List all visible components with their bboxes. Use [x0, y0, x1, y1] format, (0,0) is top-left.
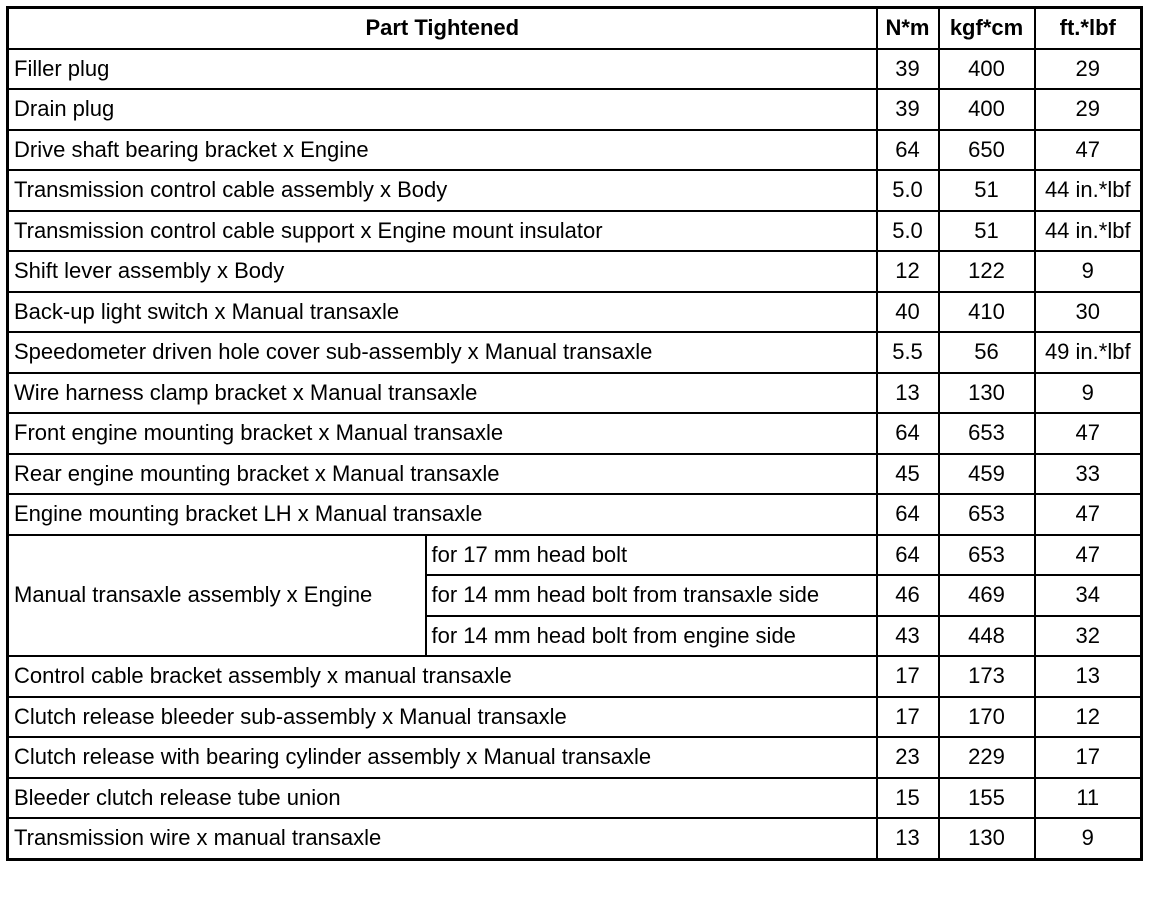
ftlbf-cell: 47	[1035, 494, 1142, 535]
part-cell: Engine mounting bracket LH x Manual transaxle	[8, 494, 877, 535]
table-row	[8, 251, 1142, 292]
table-row	[8, 697, 1142, 738]
ftlbf-cell: 12	[1035, 697, 1142, 738]
header-part-tightened: Part Tightened	[8, 8, 877, 49]
part-cell: Clutch release bleeder sub-assembly x Manual transaxle	[8, 697, 877, 738]
kgfcm-cell: 229	[939, 737, 1035, 778]
table-row	[8, 89, 1142, 130]
ftlbf-cell: 47	[1035, 130, 1142, 171]
ftlbf-cell: 9	[1035, 818, 1142, 859]
kgfcm-cell: 469	[939, 575, 1035, 616]
nm-cell: 5.0	[877, 170, 939, 211]
table-row	[8, 332, 1142, 373]
part-cell: Transmission control cable assembly x Body	[8, 170, 877, 211]
ftlbf-cell: 47	[1035, 535, 1142, 576]
ftlbf-cell: 30	[1035, 292, 1142, 333]
ftlbf-cell: 17	[1035, 737, 1142, 778]
part-cell: Filler plug	[8, 49, 877, 90]
ftlbf-cell: 32	[1035, 616, 1142, 657]
part-cell: Transmission control cable support x Engine mount insulator	[8, 211, 877, 252]
header-ftlbf: ft.*lbf	[1035, 8, 1142, 49]
nm-cell: 13	[877, 373, 939, 414]
part-cell: Drain plug	[8, 89, 877, 130]
nm-cell: 45	[877, 454, 939, 495]
table-row	[8, 494, 1142, 535]
header-row	[8, 8, 1142, 49]
table-row	[8, 373, 1142, 414]
part-cell: Speedometer driven hole cover sub-assembly x Manual transaxle	[8, 332, 877, 373]
kgfcm-cell: 170	[939, 697, 1035, 738]
ftlbf-cell: 44 in.*lbf	[1035, 211, 1142, 252]
table-row	[8, 292, 1142, 333]
kgfcm-cell: 448	[939, 616, 1035, 657]
nm-cell: 43	[877, 616, 939, 657]
kgfcm-cell: 459	[939, 454, 1035, 495]
table-row	[8, 535, 1142, 576]
ftlbf-cell: 49 in.*lbf	[1035, 332, 1142, 373]
table-row	[8, 130, 1142, 171]
part-cell: Rear engine mounting bracket x Manual transaxle	[8, 454, 877, 495]
table-row	[8, 818, 1142, 859]
part-cell: Transmission wire x manual transaxle	[8, 818, 877, 859]
sub-condition-cell: for 17 mm head bolt	[426, 535, 877, 576]
ftlbf-cell: 13	[1035, 656, 1142, 697]
ftlbf-cell: 33	[1035, 454, 1142, 495]
part-cell: Front engine mounting bracket x Manual transaxle	[8, 413, 877, 454]
part-cell: Back-up light switch x Manual transaxle	[8, 292, 877, 333]
kgfcm-cell: 400	[939, 89, 1035, 130]
ftlbf-cell: 11	[1035, 778, 1142, 819]
kgfcm-cell: 130	[939, 373, 1035, 414]
nm-cell: 5.0	[877, 211, 939, 252]
table-row	[8, 778, 1142, 819]
ftlbf-cell: 29	[1035, 89, 1142, 130]
nm-cell: 5.5	[877, 332, 939, 373]
kgfcm-cell: 653	[939, 413, 1035, 454]
ftlbf-cell: 34	[1035, 575, 1142, 616]
table-body	[8, 49, 1142, 860]
table-row	[8, 211, 1142, 252]
kgfcm-cell: 155	[939, 778, 1035, 819]
kgfcm-cell: 400	[939, 49, 1035, 90]
nm-cell: 64	[877, 130, 939, 171]
ftlbf-cell: 29	[1035, 49, 1142, 90]
kgfcm-cell: 653	[939, 494, 1035, 535]
table-row	[8, 737, 1142, 778]
sub-condition-cell: for 14 mm head bolt from transaxle side	[426, 575, 877, 616]
table-row	[8, 49, 1142, 90]
nm-cell: 12	[877, 251, 939, 292]
ftlbf-cell: 44 in.*lbf	[1035, 170, 1142, 211]
nm-cell: 64	[877, 494, 939, 535]
table-row	[8, 656, 1142, 697]
torque-spec-table	[6, 6, 1143, 861]
part-cell: Bleeder clutch release tube union	[8, 778, 877, 819]
part-cell: Control cable bracket assembly x manual transaxle	[8, 656, 877, 697]
kgfcm-cell: 410	[939, 292, 1035, 333]
part-cell: Drive shaft bearing bracket x Engine	[8, 130, 877, 171]
nm-cell: 15	[877, 778, 939, 819]
kgfcm-cell: 122	[939, 251, 1035, 292]
ftlbf-cell: 9	[1035, 251, 1142, 292]
part-cell: Clutch release with bearing cylinder assembly x Manual transaxle	[8, 737, 877, 778]
kgfcm-cell: 130	[939, 818, 1035, 859]
table-row	[8, 170, 1142, 211]
nm-cell: 17	[877, 697, 939, 738]
kgfcm-cell: 650	[939, 130, 1035, 171]
nm-cell: 17	[877, 656, 939, 697]
nm-cell: 39	[877, 89, 939, 130]
kgfcm-cell: 56	[939, 332, 1035, 373]
kgfcm-cell: 653	[939, 535, 1035, 576]
kgfcm-cell: 173	[939, 656, 1035, 697]
part-cell: Wire harness clamp bracket x Manual transaxle	[8, 373, 877, 414]
nm-cell: 39	[877, 49, 939, 90]
nm-cell: 46	[877, 575, 939, 616]
header-nm: N*m	[877, 8, 939, 49]
nm-cell: 40	[877, 292, 939, 333]
nm-cell: 64	[877, 413, 939, 454]
part-cell: Shift lever assembly x Body	[8, 251, 877, 292]
nm-cell: 64	[877, 535, 939, 576]
nm-cell: 23	[877, 737, 939, 778]
torque-spec-table-container	[6, 6, 1143, 861]
ftlbf-cell: 9	[1035, 373, 1142, 414]
ftlbf-cell: 47	[1035, 413, 1142, 454]
header-kgfcm: kgf*cm	[939, 8, 1035, 49]
table-row	[8, 413, 1142, 454]
nm-cell: 13	[877, 818, 939, 859]
sub-condition-cell: for 14 mm head bolt from engine side	[426, 616, 877, 657]
kgfcm-cell: 51	[939, 170, 1035, 211]
part-cell: Manual transaxle assembly x Engine	[8, 535, 426, 657]
table-row	[8, 454, 1142, 495]
kgfcm-cell: 51	[939, 211, 1035, 252]
